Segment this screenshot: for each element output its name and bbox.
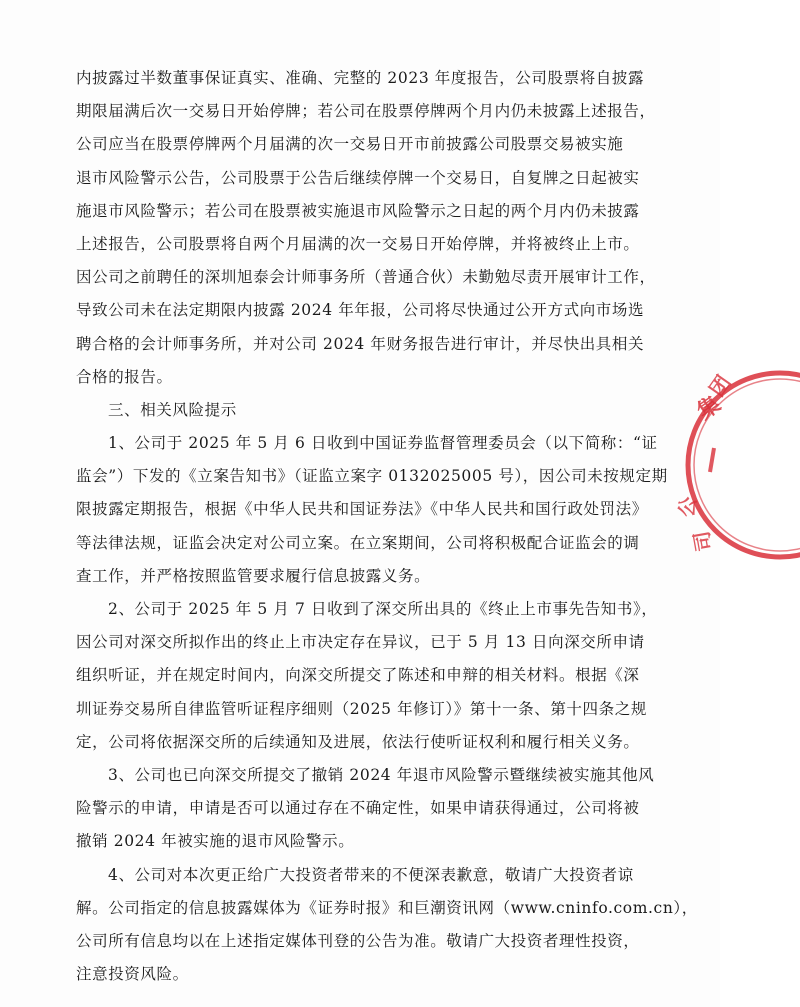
item-2-line: 定，公司将依据深交所的后续通知及进展，依法行使听证权利和履行相关义务。 [76,732,640,751]
item-4-line: 公司所有信息均以在上述指定媒体刊登的公告为准。敬请广大投资者理性投资， [76,931,640,950]
svg-text:公: 公 [673,494,702,519]
paragraph-line: 合格的报告。 [76,367,173,386]
item-4-line: 4、公司对本次更正给广大投资者带来的不便深表歉意，敬请广大投资者谅 [108,865,634,884]
item-3-line: 撤销 2024 年被实施的退市风险警示。 [76,832,355,851]
paragraph-line: 内披露过半数董事保证真实、准确、完整的 2023 年度报告，公司股票将自披露 [76,69,645,87]
paragraph-line: 退市风险警示公告，公司股票于公告后继续停牌一个交易日，自复牌之日起被实 [76,168,640,187]
paragraph-line: 因公司之前聘任的深圳旭泰会计师事务所（普通合伙）未勤勉尽责开展审计工作， [76,268,656,287]
svg-text:团: 团 [704,370,736,401]
item-2-line: 圳证券交易所自律监管听证程序细则（2025 年修订）》第十一条、第十四条之规 [76,699,647,718]
item-3-line: 3、公司也已向深交所提交了撤销 2024 年退市风险警示暨继续被实施其他风 [108,765,655,784]
paragraph-line: 施退市风险警示；若公司在股票被实施退市风险警示之日起的两个月内仍未披露 [76,201,640,220]
item-2-line: 组织听证，并在规定时间内，向深交所提交了陈述和申辩的相关材料。根据《深 [76,666,640,685]
paragraph-line: 聘合格的会计师事务所，并对公司 2024 年财务报告进行审计，并尽快出具相关 [76,334,645,353]
item-2-line: 2、公司于 2025 年 5 月 7 日收到了深交所出具的《终止上市事先告知书》， [108,600,658,618]
item-4-line: 解。公司指定的信息披露媒体为《证券时报》和巨潮资讯网（www.cninfo.com.cn）， [76,898,698,917]
company-seal-stamp [673,360,800,570]
document-body [76,62,698,991]
item-1-line: 1、公司于 2025 年 5 月 6 日收到中国证券监督管理委员会（以下简称：“证 [108,434,658,453]
item-2-line: 因公司对深交所拟作出的终止上市决定存在异议，已于 5 月 13 日向深交所申请 [76,633,645,652]
svg-text:集: 集 [693,391,726,425]
item-1-line: 限披露定期报告，根据《中华人民共和国证券法》《中华人民共和国行政处罚法》 [76,500,648,519]
paragraph-line: 公司应当在股票停牌两个月届满的次一交易日开市前披露公司股票交易被实施 [76,135,624,154]
svg-text:司: 司 [689,529,717,554]
item-3-line: 险警示的申请，申请是否可以通过存在不确定性，如果申请获得通过，公司将被 [76,799,640,818]
paragraph-line: 导致公司未在法定期限内披露 2024 年年报，公司将尽快通过公开方式向市场选 [76,301,645,320]
paragraph-line: 上述报告，公司股票将自两个月届满的次一交易日开始停牌，并将被终止上市。 [76,234,640,253]
item-1-line: 等法律法规，证监会决定对公司立案。在立案期间，公司将积极配合证监会的调 [76,533,640,552]
item-4-line: 注意投资风险。 [76,965,189,984]
paragraph-line: 期限届满后次一交易日开始停牌；若公司在股票停牌两个月内仍未披露上述报告， [76,102,656,121]
section-heading: 三、相关风险提示 [108,400,237,419]
item-1-line: 查工作，并严格按照监管要求履行信息披露义务。 [76,566,431,585]
item-1-line: 监会”）下发的《立案告知书》（证监立案字 0132025005 号），因公司未按规定期 [76,467,668,486]
